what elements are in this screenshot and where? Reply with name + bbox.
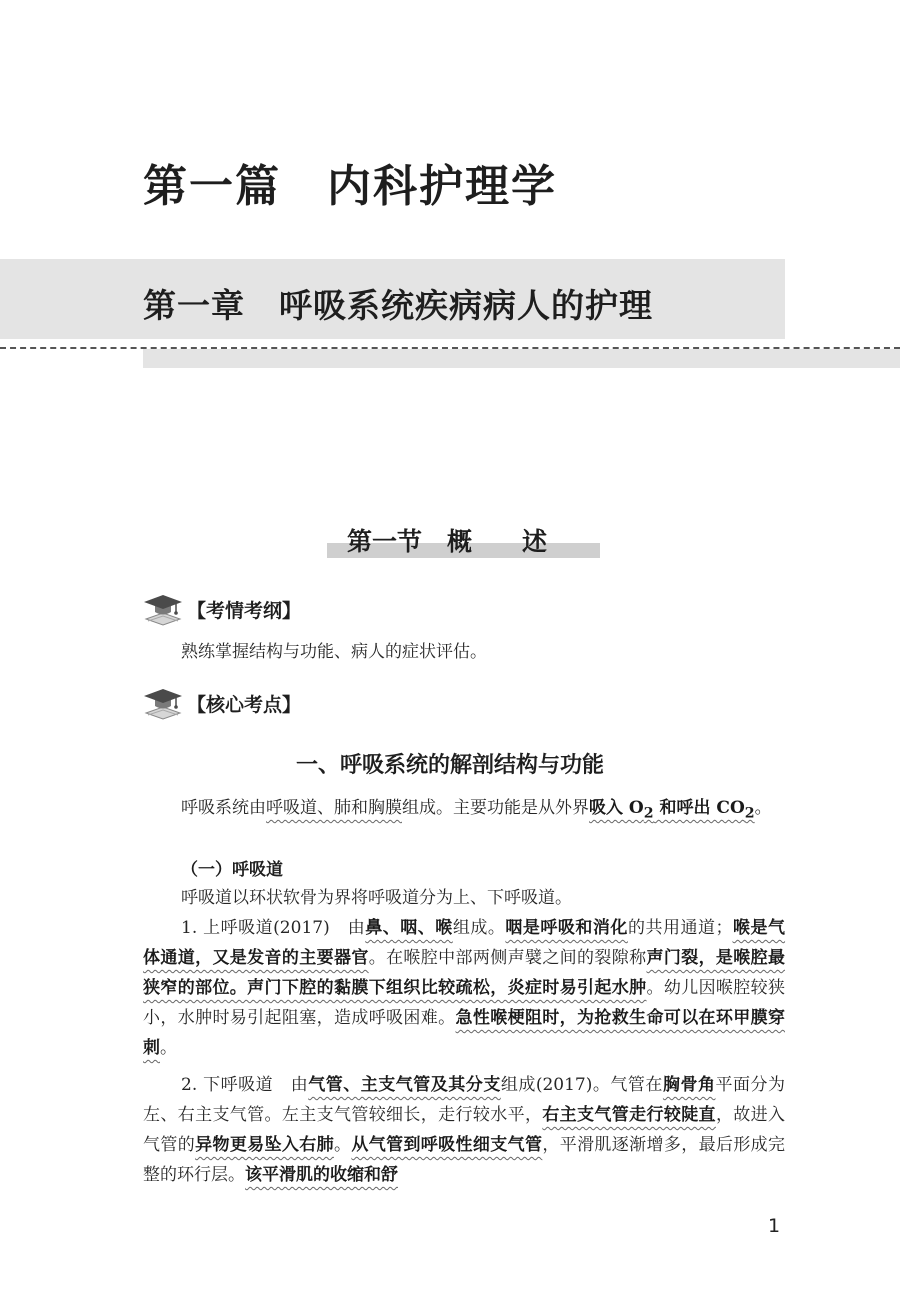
section-title: 第一节 概 述 — [347, 527, 548, 556]
core-points-header — [143, 686, 301, 720]
paragraph-lower-tract: 2. 下呼吸道 由气管、主支气管及其分支组成(2017)。气管在胸骨角平面分为左、右主支气管。左主支气管较细长，走行较水平，右主支气管走行较陡直，故进入气管的异物更易坠入右肺。从气管到呼吸性细支气管，平滑肌逐渐增多，最后形成完整的环行层。该平滑肌的收缩和舒 — [143, 1075, 786, 1185]
exam-outline-text: 熟练掌握结构与功能、病人的症状评估。 — [181, 642, 487, 662]
page-number: 1 — [768, 1215, 781, 1237]
exam-outline-header — [143, 592, 301, 626]
subheading-respiratory-tract: （一）呼吸道 — [181, 860, 283, 880]
graduation-cap-icon — [143, 686, 183, 720]
graduation-cap-icon — [143, 592, 183, 626]
paragraph-intro: 呼吸系统由呼吸道、肺和胸膜组成。主要功能是从外界吸入 $O_2$ 和呼出 $CO_2$。 — [181, 798, 772, 822]
heading-anatomy-function: 一、呼吸系统的解剖结构与功能 — [295, 753, 604, 778]
exam-outline-label: 【考情考纲】 — [187, 599, 302, 622]
core-points-label: 【核心考点】 — [187, 693, 302, 716]
paragraph-upper-tract: 1. 上呼吸道(2017) 由鼻、咽、喉组成。咽是呼吸和消化的共用通道；喉是气体通道，又是发音的主要器官。在喉腔中部两侧声襞之间的裂隙称声门裂，是喉腔最狭窄的部位。声门下腔的黏膜下组织比较疏松，炎症时易引起水肿。幼儿因喉腔较狭小，水肿时易引起阻塞，造成呼吸困难。急性喉梗阻时，为抢救生命可以在环甲膜穿刺。 — [143, 918, 786, 1058]
chapter-band-shadow — [143, 349, 900, 368]
part-title: 第一篇 内科护理学 — [143, 161, 557, 212]
chapter-title: 第一章 呼吸系统疾病病人的护理 — [143, 286, 653, 325]
paragraph-tract-division: 呼吸道以环状软骨为界将呼吸道分为上、下呼吸道。 — [181, 888, 572, 908]
